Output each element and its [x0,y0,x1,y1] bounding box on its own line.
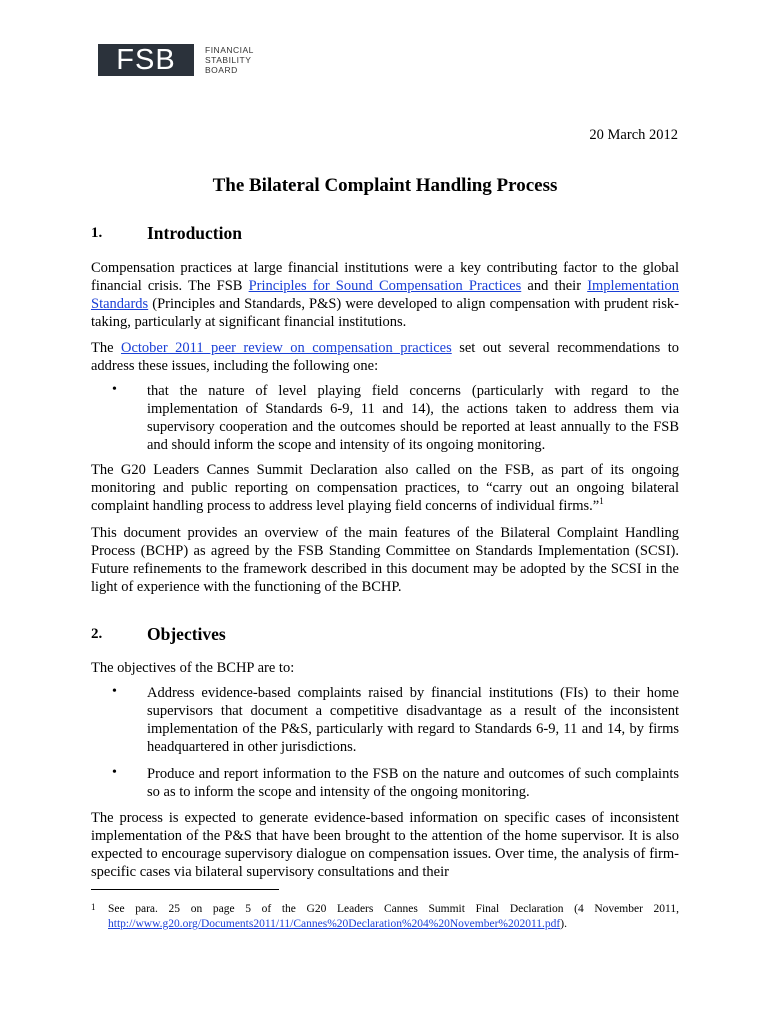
bullet-icon: • [112,382,117,397]
text: set out several recommendations to address these issues, including the following one: [91,340,679,374]
implementation-standards-link[interactable]: Implementation Standards [91,278,679,312]
section-heading: Objectives [147,624,226,644]
text: and their [521,278,588,294]
document-date: 20 March 2012 [589,127,678,143]
section-number: 1. [91,225,103,241]
bullet-icon: • [112,765,117,780]
peer-review-link[interactable]: October 2011 peer review on compensation practices [120,340,452,356]
logo-line: STABILITY [205,55,252,65]
footnote-number: 1 [91,902,96,912]
text: Compensation practices at large financial institutions were a key contributing factor to the global financial crisis. The FSB [91,260,679,294]
footnote-ref[interactable]: 1 [599,496,604,507]
bullet-item: that the nature of level playing field concerns (particularly with regard to the implementation of Standards 6-9, 11 and 14), the actions taken to address them via supervisory cooperation and the outcomes should be reported at least annually to the FSB and should inform the scope and intensity of its ongoing monitoring. [147,383,679,453]
paragraph: This document provides an overview of the main features of the Bilateral Complaint Handling Process (BCHP) as agreed by the FSB Standing Committee on Standards Implementation (SCSI). Future refinements to the framework described in this document may be adopted by the SCSI in the light of experience with the functioning of the BCHP. [91,525,679,595]
footnote-divider [91,889,279,890]
text: (Principles and Standards, P&S) were developed to align compensation with prudent risk-taking, particularly at significant financial institutions. [91,296,679,330]
text: The G20 Leaders Cannes Summit Declaration also called on the FSB, as part of its ongoing monitoring and public reporting on compensation practices, to “carry out an ongoing bilateral complaint handling process to address level playing field concerns of individual firms.” [91,462,679,514]
section-heading: Introduction [147,223,242,243]
text: The [91,340,121,356]
paragraph [91,461,679,515]
paragraph [91,259,679,331]
bullet-icon: • [112,684,117,699]
bullet-item: Produce and report information to the FSB on the nature and outcomes of such complaints so as to inform the scope and intensity of the ongoing monitoring. [147,766,679,800]
logo-line: FINANCIAL [205,45,254,55]
text: ). [560,918,567,930]
document-title: The Bilateral Complaint Handling Process [212,175,558,196]
principles-link[interactable]: Principles for Sound Compensation Practices [248,278,522,294]
section-number: 2. [91,626,103,642]
fsb-logo-text [205,45,254,75]
paragraph: The process is expected to generate evidence-based information on specific cases of inconsistent implementation of the P&S that have been brought to the attention of the home supervisor. It is also expected to encourage supervisory dialogue on compensation issues. Over time, the analysis of firm-specific cases via bilateral supervisory consultations and their [91,810,679,880]
logo-line: BOARD [205,65,238,75]
paragraph: The objectives of the BCHP are to: [91,660,295,676]
bullet-item: Address evidence-based complaints raised by financial institutions (FIs) to their home supervisors that document a competitive disadvantage as a result of the inconsistent implementation of the P&S, particularly with regard to Standards 6-9, 11 and 14, by firms headquartered in other jurisdictions. [147,685,679,755]
text: See para. 25 on page 5 of the G20 Leaders Cannes Summit Final Declaration (4 November 2011, [108,903,679,915]
fsb-logo: FSB [98,44,194,76]
g20-declaration-link[interactable]: http://www.g20.org/Documents2011/11/Cannes%20Declaration%204%20November%202011.pdf [108,918,561,930]
footnote [108,902,679,932]
paragraph [91,339,679,375]
